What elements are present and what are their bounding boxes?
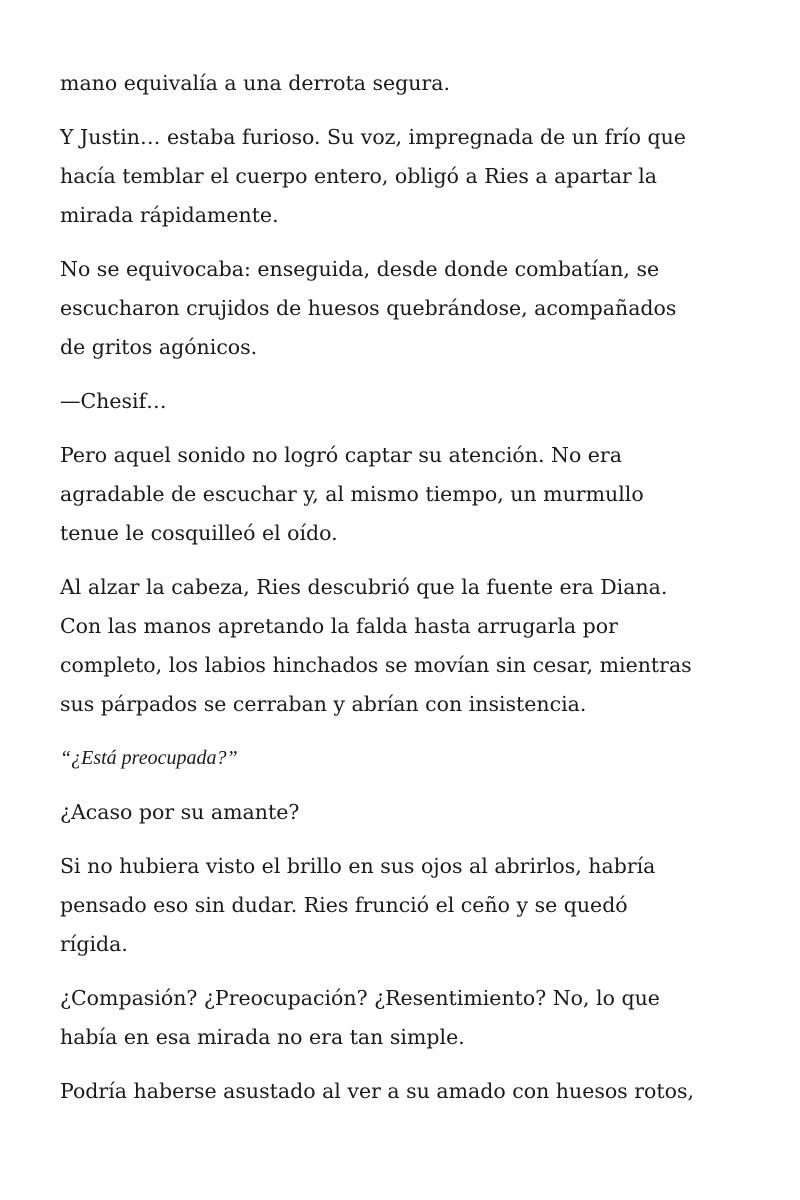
text-line: Y Justin… estaba furioso. Su voz, impregnada de un frío que — [60, 125, 686, 149]
paragraph — [60, 118, 760, 235]
text-line: tenue le cosquilleó el oído. — [60, 521, 338, 545]
text-line: de gritos agónicos. — [60, 335, 258, 359]
paragraph — [60, 1072, 760, 1111]
italic-thought — [60, 739, 760, 778]
text-line: escucharon crujidos de huesos quebrándose, acompañados — [60, 296, 677, 320]
text-line: sus párpados se cerraban y abrían con insistencia. — [60, 692, 587, 716]
text-line: pensado eso sin dudar. Ries frunció el ceño y se quedó — [60, 893, 628, 917]
paragraph — [60, 64, 760, 103]
text-line: Podría haberse asustado al ver a su amado con huesos rotos, — [60, 1079, 694, 1103]
dialogue-line — [60, 382, 760, 421]
text-line: agradable de escuchar y, al mismo tiempo, un murmullo — [60, 482, 644, 506]
paragraph — [60, 250, 760, 367]
text-line: mirada rápidamente. — [60, 203, 279, 227]
paragraph — [60, 979, 760, 1057]
text-line: completo, los labios hinchados se movían sin cesar, mientras — [60, 653, 692, 677]
text-line: hacía temblar el cuerpo entero, obligó a Ries a apartar la — [60, 164, 658, 188]
text-line: mano equivalía a una derrota segura. — [60, 71, 450, 95]
text-line: rígida. — [60, 932, 128, 956]
text-line: “¿Está preocupada?” — [60, 747, 238, 769]
text-line: Con las manos apretando la falda hasta arrugarla por — [60, 614, 618, 638]
text-line: No se equivocaba: enseguida, desde donde combatían, se — [60, 257, 660, 281]
paragraph — [60, 847, 760, 964]
text-line: Al alzar la cabeza, Ries descubrió que la fuente era Diana. — [60, 575, 668, 599]
text-line: Pero aquel sonido no logró captar su atención. No era — [60, 443, 622, 467]
text-line: ¿Acaso por su amante? — [60, 800, 300, 824]
text-line: Si no hubiera visto el brillo en sus ojos al abrirlos, habría — [60, 854, 656, 878]
text-line: había en esa mirada no era tan simple. — [60, 1025, 465, 1049]
paragraph — [60, 568, 760, 724]
paragraph — [60, 436, 760, 553]
paragraph — [60, 793, 760, 832]
text-line: —Chesif… — [60, 389, 167, 413]
text-line: ¿Compasión? ¿Preocupación? ¿Resentimiento? No, lo que — [60, 986, 660, 1010]
page-text — [60, 64, 760, 1126]
